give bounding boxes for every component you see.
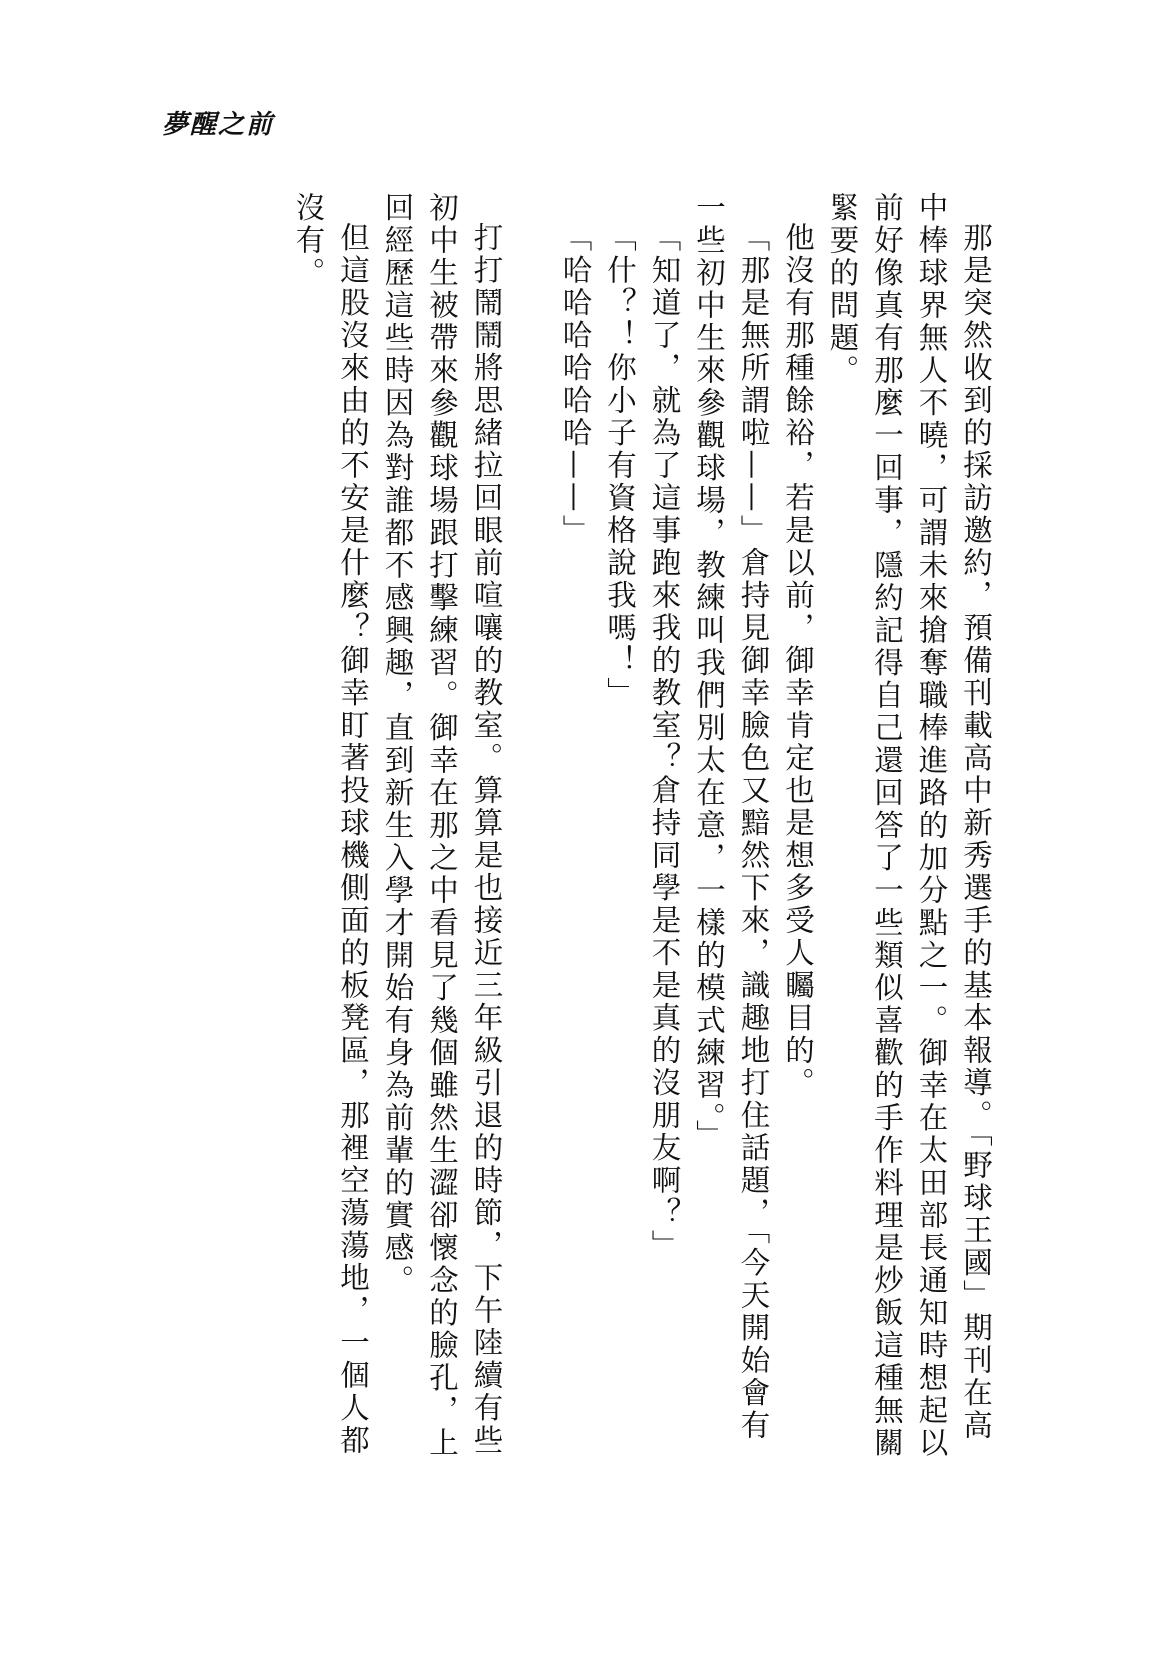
paragraph: 「哈哈哈哈哈哈——」 — [558, 221, 593, 547]
body-text — [286, 192, 998, 1472]
paragraph: 「知道了，就為了這事跑來我的教室？倉持同學是不是真的沒朋友啊？」 — [647, 221, 682, 1262]
paragraph: 那是突然收到的採訪邀約，預備刊載高中新秀選手的基本報導。「野球王國」期刊在高中棒球界無人不曉，可謂未來搶奪職棒進路的加分點之一。御幸在太田部長通知時想起以前好像真有那麼一回事，隱約記得自己還回答了一些類似喜歡的手作料理是炒飯這種無關緊要的問題。 — [825, 192, 993, 1460]
paragraph: 他沒有那種餘裕，若是以前，御幸肯定也是想多受人矚目的。 — [781, 221, 815, 1099]
paragraph: 「那是無所謂啦——」倉持見御幸臉色又黯然下來，識趣地打住話題，「今天開始會有一些初中生來參觀球場，教練叫我們別太在意，一樣的模式練習。」 — [692, 192, 771, 1442]
paragraph: 打打鬧鬧將思緒拉回眼前喧嚷的教室。算算是也接近三年級引退的時節，下午陸續有些初中生被帶來參觀球場跟打擊練習。御幸在那之中看見了幾個雖然生澀卻懷念的臉孔，上回經歷這些時因為對誰都不感興趣，直到新生入學才開始有身為前輩的實感。 — [380, 192, 504, 1460]
page-title: 夢醒之前 — [162, 110, 275, 140]
paragraph: 「什？！你小子有資格說我嗎！」 — [603, 221, 637, 709]
paragraph: 但這股沒來由的不安是什麼？御幸盯著投球機側面的板凳區，那裡空蕩蕩地，一個人都沒有。 — [291, 192, 370, 1457]
